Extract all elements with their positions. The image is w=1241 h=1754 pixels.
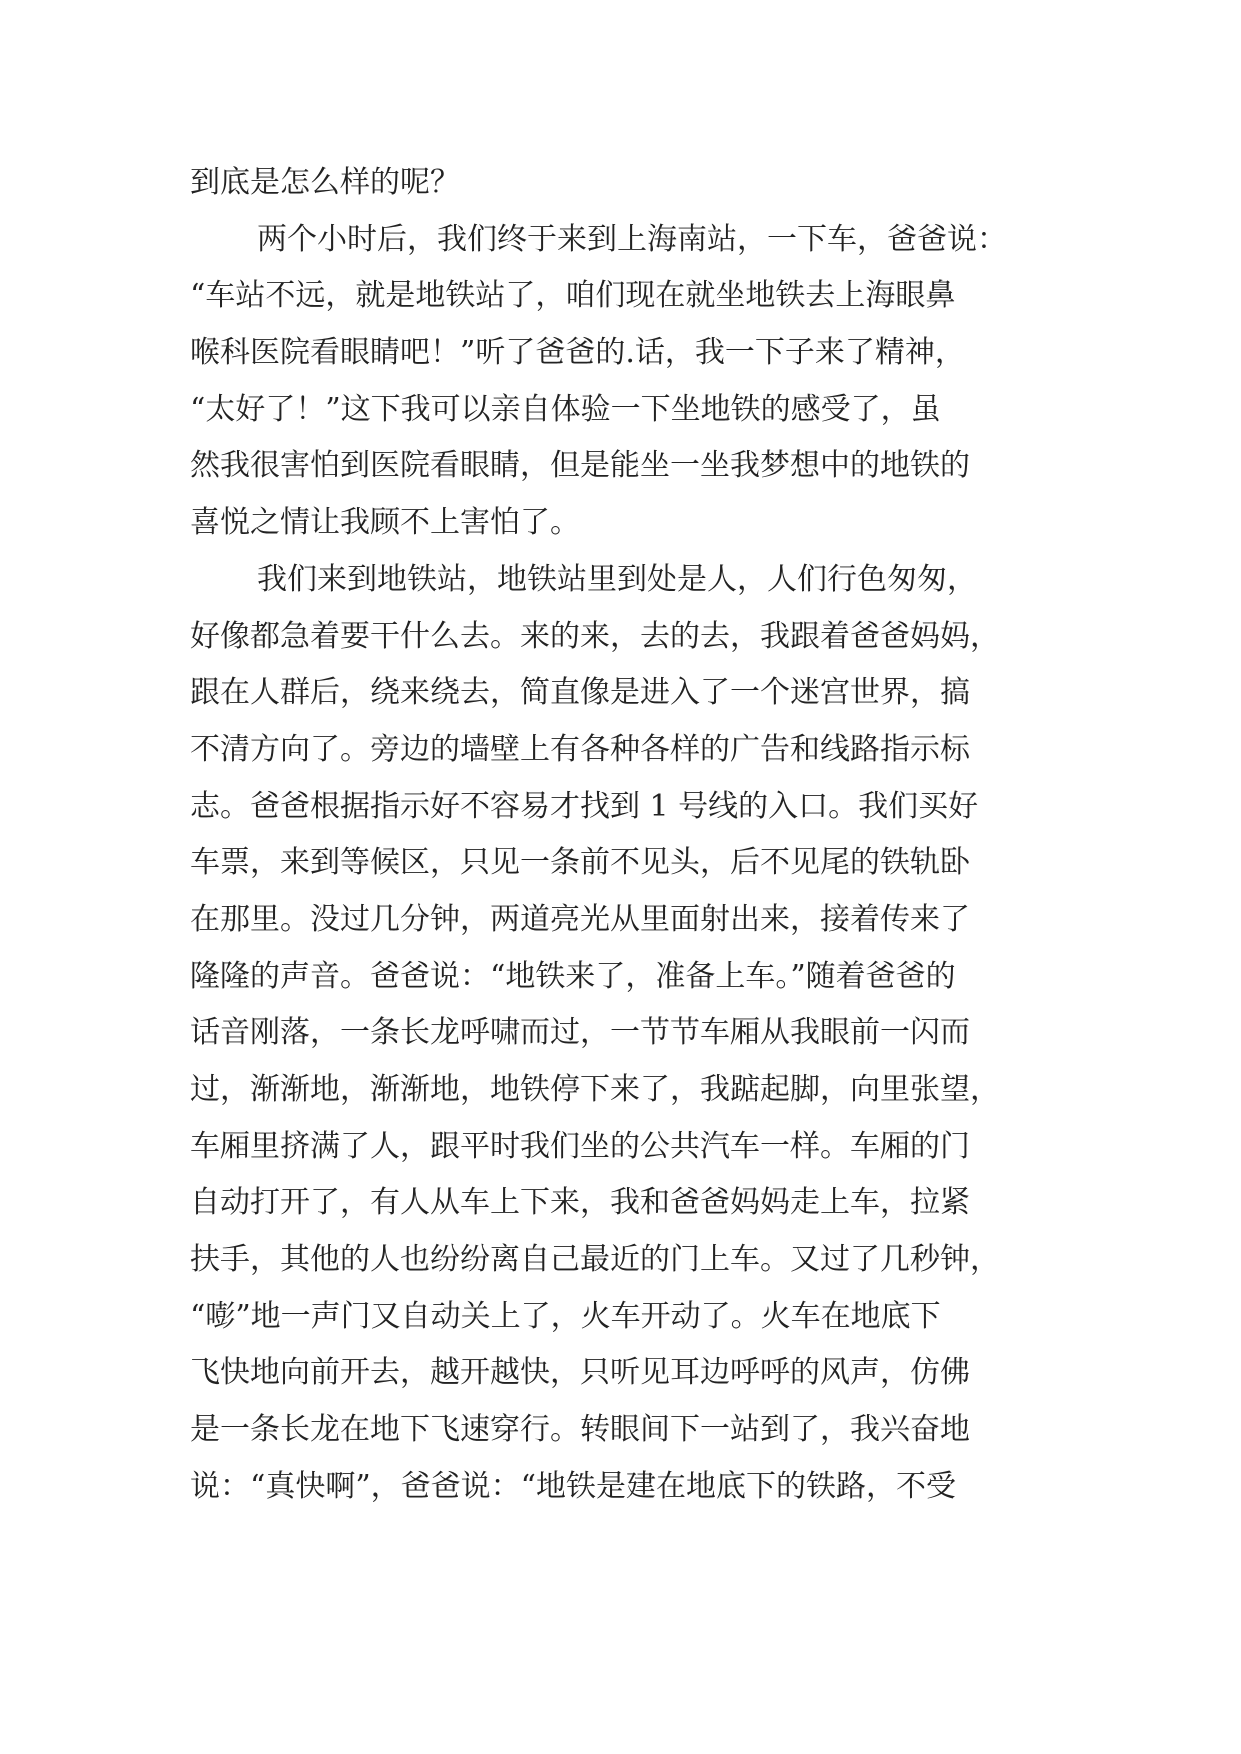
text-line: 好像都急着要干什么去。来的来，去的去，我跟着爸爸妈妈， bbox=[190, 618, 1000, 654]
text-line: 话音刚落，一条长龙呼啸而过，一节节车厢从我眼前一闪而 bbox=[190, 1015, 970, 1051]
text-line: 不清方向了。旁边的墙壁上有各种各样的广告和线路指示标 bbox=[190, 731, 970, 767]
text-line: 车票，来到等候区，只见一条前不见头，后不见尾的铁轨卧 bbox=[190, 845, 970, 881]
text-line: 喜悦之情让我顾不上害怕了。 bbox=[190, 505, 580, 541]
text-line: 扶手，其他的人也纷纷离自己最近的门上车。又过了几秒钟， bbox=[190, 1242, 1000, 1278]
text-line: 是一条长龙在地下飞速穿行。转眼间下一站到了，我兴奋地 bbox=[190, 1412, 970, 1448]
text-line: “嘭”地一声门又自动关上了，火车开动了。火车在地底下 bbox=[190, 1298, 941, 1334]
text-line: 过，渐渐地，渐渐地，地铁停下来了，我踮起脚，向里张望， bbox=[190, 1072, 1000, 1107]
text-line: 车厢里挤满了人，跟平时我们坐的公共汽车一样。车厢的门 bbox=[190, 1128, 970, 1164]
text-line: 跟在人群后，绕来绕去，简直像是进入了一个迷宫世界，搞 bbox=[190, 675, 970, 711]
text-line: “车站不远，就是地铁站了，咱们现在就坐地铁去上海眼鼻 bbox=[190, 278, 956, 314]
text-line: “太好了！”这下我可以亲自体验一下坐地铁的感受了，虽 bbox=[190, 391, 941, 427]
text-line: 自动打开了，有人从车上下来，我和爸爸妈妈走上车，拉紧 bbox=[190, 1185, 970, 1221]
paragraph-start-line: 两个小时后，我们终于来到上海南站，一下车，爸爸说： bbox=[257, 221, 1007, 257]
text-line: 到底是怎么样的呢？ bbox=[190, 165, 460, 200]
text-line: 隆隆的声音。爸爸说：“地铁来了，准备上车。”随着爸爸的 bbox=[190, 958, 956, 994]
text-line: 在那里。没过几分钟，两道亮光从里面射出来，接着传来了 bbox=[190, 901, 970, 937]
text-line: 说：“真快啊”，爸爸说：“地铁是建在地底下的铁路，不受 bbox=[190, 1468, 957, 1504]
paragraph-start-line: 我们来到地铁站，地铁站里到处是人，人们行色匆匆， bbox=[257, 561, 977, 597]
text-line: 喉科医院看眼睛吧！”听了爸爸的.话，我一下子来了精神， bbox=[190, 335, 965, 371]
text-line: 飞快地向前开去，越开越快，只听见耳边呼呼的风声，仿佛 bbox=[190, 1355, 970, 1391]
text-line: 志。爸爸根据指示好不容易才找到 1 号线的入口。我们买好 bbox=[190, 788, 979, 824]
text-line: 然我很害怕到医院看眼睛，但是能坐一坐我梦想中的地铁的 bbox=[190, 448, 970, 484]
essay-text bbox=[190, 155, 1070, 1516]
